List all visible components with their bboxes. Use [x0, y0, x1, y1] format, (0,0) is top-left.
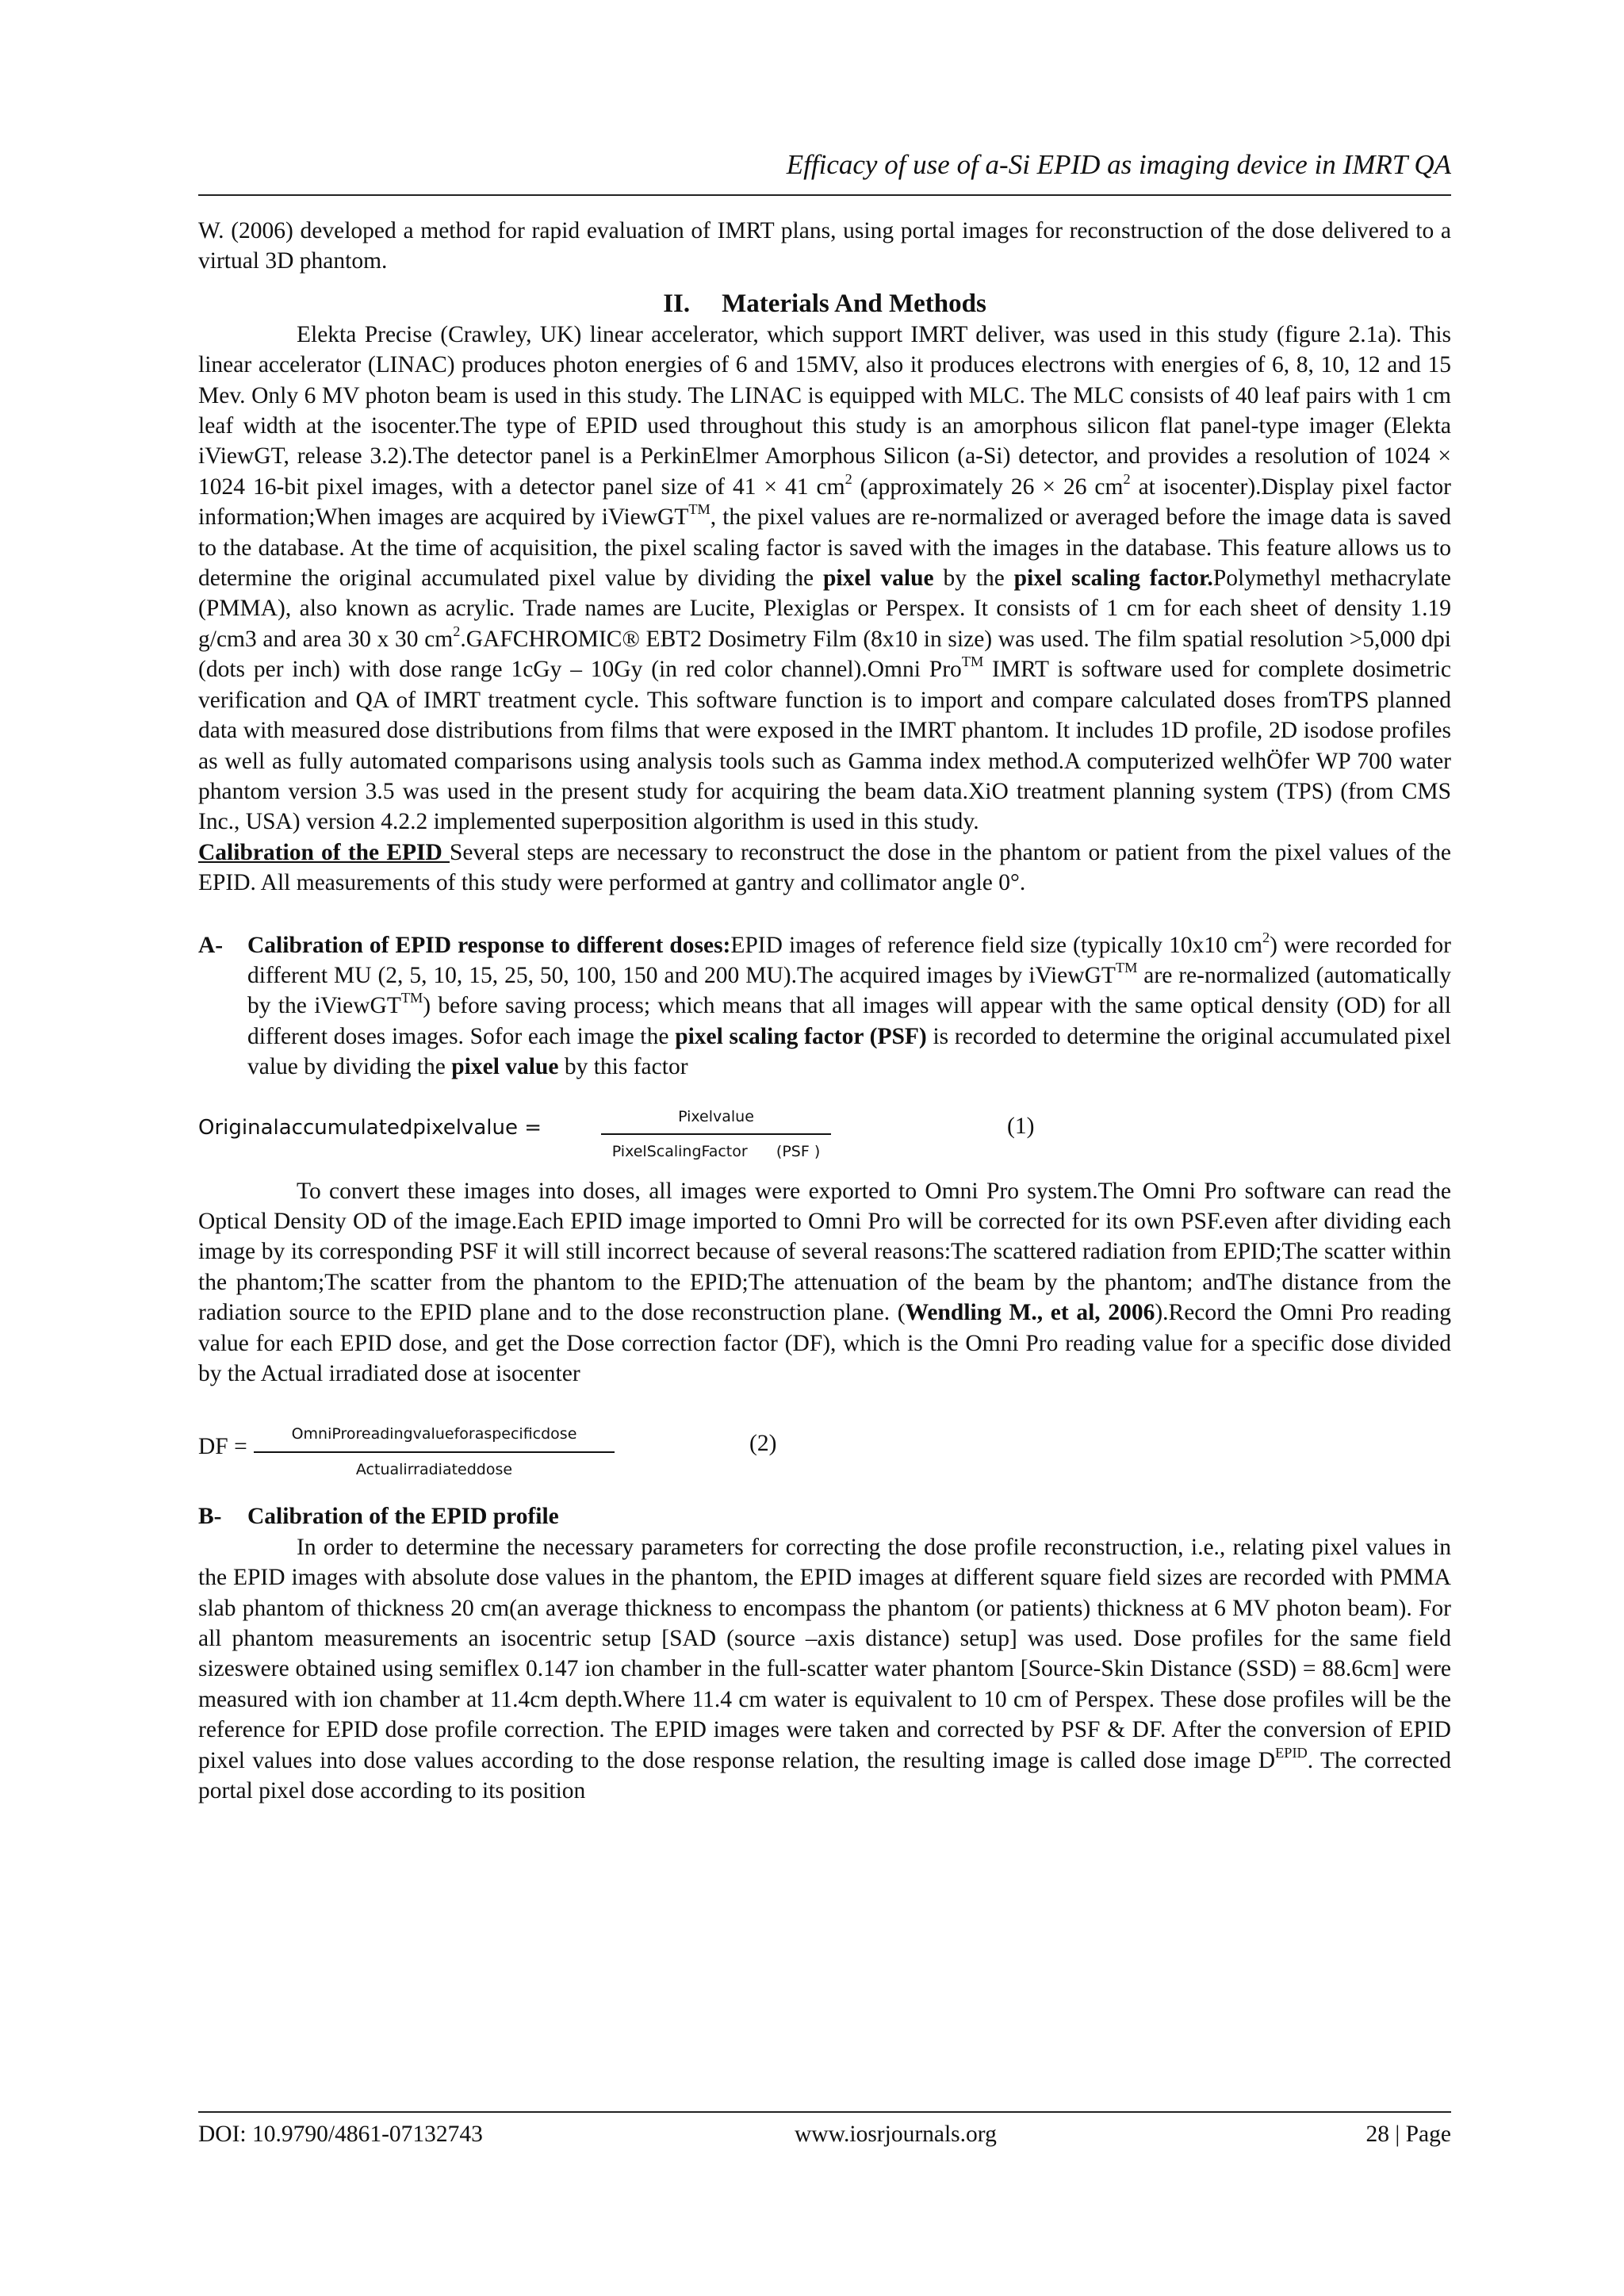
conversion-paragraph	[198, 1176, 1451, 1389]
header-rule	[198, 194, 1451, 196]
page-body	[198, 216, 1451, 1806]
methods-text-6: .GAFCHROMIC® EBT2 Dosimetry Film (8x10 in size) was used. The film spatial resolution >5,000 dpi (dots per inch) with dose range 1cGy – 10Gy (in red color channel).Omni Pro	[198, 626, 1451, 683]
running-header: Efficacy of use of a-Si EPID as imaging device in IMRT QA	[786, 149, 1451, 180]
bold-pixel-value: pixel value	[822, 565, 934, 592]
equation-1	[198, 1100, 1451, 1160]
intro-paragraph-tail: W. (2006) developed a method for rapid evaluation of IMRT plans, using portal images for reconstruction of the dose delivered to a virtual 3D phantom.	[198, 218, 1451, 274]
footer-doi: DOI: 10.9790/4861-07132743	[198, 2122, 483, 2147]
equation-1-numerator: Pixelvalue	[601, 1102, 831, 1135]
footer-rule	[198, 2111, 1451, 2113]
equation-2-numerator: OmniProreadingvalueforaspecificdose	[254, 1419, 615, 1452]
item-a-text-2: ) were recorded for different MU (2, 5, 10, 15, 25, 50, 100, 150 and 200 MU).The acquired images by iViewGT	[247, 932, 1451, 988]
superscript-2: 2	[453, 623, 461, 640]
equation-1-denominator: PixelScalingFactor (PSF )	[611, 1142, 821, 1160]
superscript-epid: EPID	[1275, 1744, 1308, 1761]
methods-text-4: , the pixel values are re-normalized or averaged before the image data is saved to the database. At the time of acquisition, the pixel scaling factor is saved with the images in the database. This feature allows us to determine the original accumulated pixel value by dividing the	[198, 504, 1451, 592]
bold-pixel-value: pixel value	[451, 1054, 559, 1080]
bold-pixel-scaling-factor: pixel scaling factor.	[1013, 565, 1213, 592]
footer-page-number: 28 | Page	[1365, 2122, 1451, 2147]
conversion-text-1: To convert these images into doses, all images were exported to Omni Pro system.The Omni Pro software can read the Optical Density OD of the image.Each EPID image imported to Omni Pro will be corrected for its own PSF.even after dividing each image by its corresponding PSF it will still incorrect because of several reasons:The scattered radiation from EPID;The scatter within the phantom;The scatter from the phantom to the EPID;The attenuation of the beam by the phantom; andThe distance from the radiation source to the EPID plane and to the dose reconstruction plane. (	[198, 1178, 1451, 1326]
calibration-text: Several steps are necessary to reconstruct the dose in the phantom or patient from the pixel values of the EPID. All measurements of this study were performed at gantry and collimator angle 0°.	[198, 839, 1452, 896]
list-item-b	[198, 1501, 1451, 1531]
footer-website: www.iosrjournals.org	[795, 2122, 997, 2147]
methods-text-7: IMRT is software used for complete dosimetric verification and QA of IMRT treatment cycle. This software function is to import and compare calculated doses fromTPS planned data with measured dose distributions from films that were exposed in the IMRT phantom. It includes 1D profile, 2D isodose profiles as well as fully automated comparisons using analysis tools such as Gamma index method.A computerized welhÖfer WP 700 water phantom version 3.5 was used in the present study for acquiring the beam data.XiO treatment planning system (TPS) (from CMS Inc., USA) version 4.2.2 implemented superposition algorithm is used in this study.	[198, 657, 1451, 835]
trademark-superscript: TM	[1115, 960, 1138, 976]
conversion-text-2: ).Record the Omni Pro reading value for each EPID dose, and get the Dose correction factor (DF), which is the Omni Pro reading value for a specific dose divided by the Actual irradiated dose at isocenter	[198, 1300, 1451, 1386]
section-heading	[198, 288, 1451, 320]
methods-paragraph	[198, 320, 1451, 899]
item-b-text-2: . The corrected portal pixel dose according to its position	[198, 1747, 1451, 1804]
trademark-superscript: TM	[400, 990, 423, 1006]
superscript-2: 2	[845, 471, 852, 488]
methods-text-3: at isocenter).Display pixel factor information;When images are acquired by iViewGT	[198, 473, 1451, 531]
trademark-superscript: TM	[961, 654, 984, 670]
equation-2-number: (2)	[749, 1431, 777, 1457]
item-marker-b: B-	[198, 1504, 222, 1530]
methods-text-1: Elekta Precise (Crawley, UK) linear accelerator, which support IMRT deliver, was used in this study (figure 2.1a). This linear accelerator (LINAC) produces photon energies of 6 and 15MV, also it produces electrons with energies of 6, 8, 10, 12 and 15 Mev. Only 6 MV photon beam is used in this study. The LINAC is equipped with MLC. The MLC consists of 40 leaf pairs with 1 cm leaf width at the isocenter.The type of EPID used throughout this study is an amorphous silicon flat panel-type imager (Elekta iViewGT, release 3.2).The detector panel is a PerkinElmer Amorphous Silicon (a-Si) detector, and provides a resolution of 1024 × 1024 16-bit pixel images, with a detector panel size of 41 × 41 cm	[198, 321, 1451, 500]
equation-2-denominator: Actualirradiateddose	[355, 1460, 513, 1478]
item-a-text-1: EPID images of reference field size (typically 10x10 cm	[730, 932, 1262, 958]
item-b-paragraph	[198, 1532, 1451, 1807]
journal-page	[198, 0, 1451, 2296]
methods-text-5: Polymethyl methacrylate (PMMA), also known as acrylic. Trade names are Lucite, Plexiglas or Perspex. It consists of 1 cm for each sheet of density 1.19 g/cm3 and area 30 x 30 cm	[198, 565, 1451, 652]
bold-psf: pixel scaling factor (PSF)	[675, 1023, 927, 1049]
section-title: Materials And Methods	[722, 289, 986, 318]
item-a-text-3: are re-normalized (automatically by the iViewGT	[247, 962, 1451, 1019]
calibration-subheading: Calibration of the EPID	[198, 839, 450, 865]
trademark-superscript: TM	[688, 501, 710, 518]
list-item-a	[198, 930, 1451, 1083]
item-a-text-6: by this factor	[558, 1054, 688, 1080]
equation-1-lhs: Originalaccumulatedpixelvalue =	[198, 1115, 542, 1140]
item-a-text-5: is recorded to determine the original accumulated pixel value by dividing the	[247, 1023, 1451, 1080]
item-a-title: Calibration of EPID response to different doses:	[247, 932, 731, 958]
item-b-title: Calibration of the EPID profile	[247, 1504, 559, 1530]
superscript-2: 2	[1123, 471, 1131, 488]
page-footer	[198, 2122, 1451, 2153]
item-b-text-1: In order to determine the necessary parameters for correcting the dose profile reconstruction, i.e., relating pixel values in the EPID images with absolute dose values in the phantom, the EPID images at different square field sizes are recorded with PMMA slab phantom of thickness 20 cm(an average thickness to encompass the phantom (or patients) thickness at 6 MV photon beam). For all phantom measurements an isocentric setup [SAD (source –axis distance) setup] was used. Dose profiles for the same field sizeswere obtained using semiflex 0.147 ion chamber in the full-scatter water phantom [Source-Skin Distance (SSD) = 88.6cm] were measured with ion chamber at 11.4cm depth.Where 11.4 cm water is equivalent to 10 cm of Perspex. These dose profiles will be the reference for EPID dose profile correction. The EPID images were taken and corrected by PSF & DF. After the conversion of EPID pixel values into dose values according to the dose response relation, the resulting image is called dose image D	[198, 1534, 1451, 1773]
equation-2	[198, 1417, 1451, 1476]
methods-text-2: (approximately 26 × 26 cm	[852, 473, 1124, 500]
item-a-text-4: ) before saving process; which means that all images will appear with the same optical density (OD) for all different doses images. Sofor each image the	[247, 993, 1451, 1049]
equation-1-number: (1)	[1007, 1113, 1035, 1139]
equation-2-fraction	[254, 1419, 615, 1485]
item-a-paragraph	[247, 930, 1451, 1083]
item-marker-a: A-	[198, 932, 224, 958]
superscript-2: 2	[1262, 929, 1270, 945]
equation-2-lhs: DF =	[198, 1434, 247, 1460]
equation-1-fraction	[601, 1102, 831, 1167]
methods-text-by-the: by the	[933, 565, 1014, 592]
citation-wendling: Wendling M., et al, 2006	[905, 1300, 1155, 1326]
section-number: II.	[663, 289, 691, 318]
